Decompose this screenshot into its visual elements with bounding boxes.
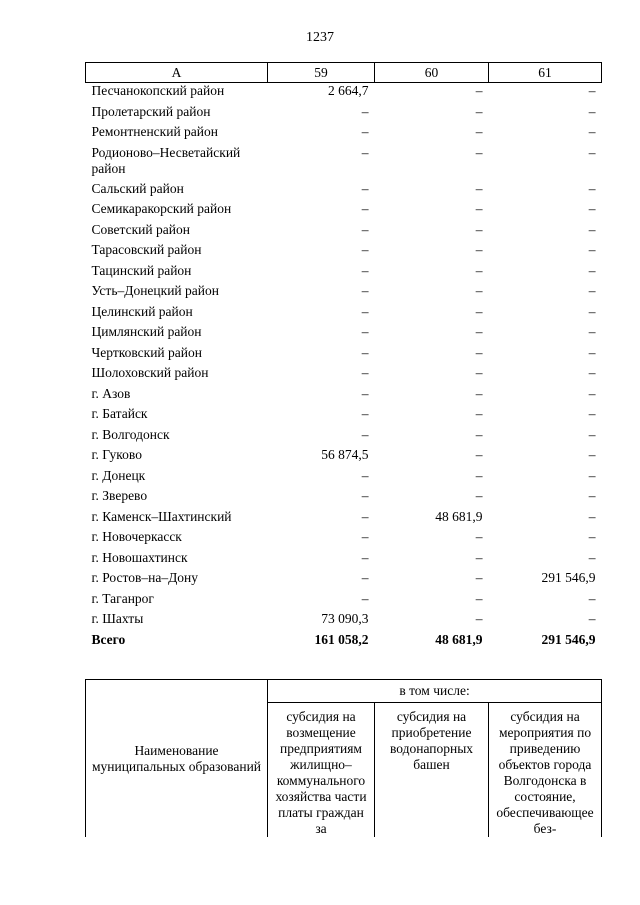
table-row: [86, 468, 602, 489]
row-name: г. Донецк: [91, 467, 146, 483]
value-59: –: [361, 324, 369, 339]
subsidy-volgodonsk-header: субсидия на мероприятия по приведению объектов города Волгодонска в состояние, обеспечивающее без-: [489, 703, 602, 838]
value-59: –: [361, 549, 369, 565]
header-col-59: 59: [268, 63, 375, 83]
value-59: –: [361, 180, 369, 196]
value-61: –: [588, 467, 596, 483]
value-59: –: [361, 283, 369, 298]
value-59: –: [361, 103, 369, 119]
table-row: [86, 345, 602, 366]
table-row: [86, 591, 602, 612]
value-61: –: [588, 103, 596, 119]
table-row: [86, 242, 602, 263]
row-name: Родионово–Несветайский район: [91, 144, 241, 176]
table-row: [86, 222, 602, 243]
value-60: –: [475, 124, 483, 139]
table-row: [86, 304, 602, 325]
municipal-name-header: Наименование муниципальных образований: [86, 680, 268, 838]
value-60: –: [475, 303, 483, 319]
value-61: –: [588, 406, 596, 421]
value-61: –: [588, 508, 596, 524]
row-name: г. Новошахтинск: [91, 549, 188, 565]
row-name: Пролетарский район: [91, 103, 211, 119]
value-60: –: [475, 180, 483, 196]
value-60: –: [475, 283, 483, 298]
data-table: [85, 62, 602, 652]
row-name: Семикаракорский район: [91, 201, 232, 216]
value-59: –: [361, 488, 369, 503]
value-61: –: [588, 529, 596, 544]
value-60: –: [475, 426, 483, 442]
total-60: 48 681,9: [435, 631, 483, 647]
value-59: –: [361, 529, 369, 544]
value-61: –: [588, 221, 596, 237]
table-row: [86, 529, 602, 550]
value-60: –: [475, 262, 483, 278]
value-61: –: [588, 344, 596, 360]
row-name: г. Волгодонск: [91, 426, 170, 442]
value-60: –: [475, 344, 483, 360]
table-row: [86, 83, 602, 104]
value-61: –: [588, 549, 596, 565]
row-name: г. Каменск–Шахтинский: [91, 508, 232, 524]
value-61: –: [588, 590, 596, 606]
row-name: г. Таганрог: [91, 590, 154, 606]
total-row: [86, 632, 602, 653]
table-row: [86, 263, 602, 284]
value-61: –: [588, 201, 596, 216]
value-60: –: [475, 529, 483, 544]
page-number: 1237: [306, 30, 334, 45]
value-60: –: [475, 201, 483, 216]
row-name: г. Ростов–на–Дону: [91, 570, 199, 585]
value-60: –: [475, 83, 483, 98]
value-60: –: [475, 406, 483, 421]
row-name: Песчанокопский район: [91, 83, 225, 98]
table-row: [86, 550, 602, 571]
value-59: –: [361, 570, 369, 585]
value-60: –: [475, 488, 483, 503]
value-59: –: [361, 221, 369, 237]
value-59: –: [361, 406, 369, 421]
table-row: [86, 509, 602, 530]
row-name: Тарасовский район: [91, 242, 202, 257]
value-59: 2 664,7: [328, 83, 369, 98]
value-59: 56 874,5: [321, 447, 369, 462]
table-row: [86, 488, 602, 509]
value-60: –: [475, 549, 483, 565]
header-col-a: А: [86, 63, 268, 83]
value-61: –: [588, 283, 596, 298]
row-name: Целинский район: [91, 303, 193, 319]
value-60: –: [475, 221, 483, 237]
table-header-row: [86, 63, 602, 83]
row-name: Чертковский район: [91, 344, 202, 360]
value-59: –: [361, 344, 369, 360]
header-col-61: 61: [489, 63, 602, 83]
value-60: –: [475, 242, 483, 257]
row-name: г. Батайск: [91, 406, 148, 421]
value-61: –: [588, 324, 596, 339]
table-row: [86, 427, 602, 448]
value-61: –: [588, 83, 596, 98]
value-61: –: [588, 447, 596, 462]
value-60: –: [475, 385, 483, 401]
including-header: в том числе:: [268, 680, 602, 703]
table-row: [86, 447, 602, 468]
row-name: г. Гуково: [91, 447, 142, 462]
value-60: –: [475, 365, 483, 380]
table-row: [86, 386, 602, 407]
total-label: Всего: [91, 631, 126, 647]
row-name: Тацинский район: [91, 262, 192, 278]
value-61: –: [588, 303, 596, 319]
value-59: –: [361, 508, 369, 524]
subsidy-water-towers-header: субсидия на приобретение водонапорных башен: [375, 703, 489, 838]
table-row: [86, 201, 602, 222]
value-60: –: [475, 611, 483, 626]
value-61: –: [588, 144, 596, 160]
value-60: –: [475, 324, 483, 339]
value-61: –: [588, 426, 596, 442]
row-name: г. Шахты: [91, 611, 144, 626]
table-row: [86, 283, 602, 304]
value-60: –: [475, 467, 483, 483]
table-row: [86, 181, 602, 202]
table-row: [86, 365, 602, 386]
value-60: –: [475, 144, 483, 160]
value-60: 48 681,9: [435, 508, 483, 524]
value-59: –: [361, 201, 369, 216]
value-59: –: [361, 262, 369, 278]
value-59: –: [361, 242, 369, 257]
value-61: –: [588, 611, 596, 626]
value-60: –: [475, 570, 483, 585]
table-row: [86, 124, 602, 145]
row-name: Советский район: [91, 221, 190, 237]
subsidy-housing-header: субсидия на возмещение предприятиям жилищно–коммунального хозяйства части платы граждан за: [268, 703, 375, 838]
value-59: –: [361, 303, 369, 319]
row-name: Усть–Донецкий район: [91, 283, 219, 298]
value-59: –: [361, 385, 369, 401]
table-row: [86, 104, 602, 125]
value-59: –: [361, 365, 369, 380]
value-59: –: [361, 144, 369, 160]
row-name: г. Азов: [91, 385, 131, 401]
row-name: Шолоховский район: [91, 365, 209, 380]
value-59: 73 090,3: [321, 611, 369, 626]
value-61: –: [588, 124, 596, 139]
value-61: –: [588, 488, 596, 503]
continuation-table-header: [85, 679, 602, 837]
value-61: –: [588, 180, 596, 196]
value-59: –: [361, 426, 369, 442]
row-name: Цимлянский район: [91, 324, 202, 339]
header-col-60: 60: [375, 63, 489, 83]
row-name: г. Новочеркасск: [91, 529, 182, 544]
table-row: [86, 570, 602, 591]
value-60: –: [475, 447, 483, 462]
row-name: Сальский район: [91, 180, 184, 196]
row-name: г. Зверево: [91, 488, 148, 503]
table-row: [86, 324, 602, 345]
value-61: –: [588, 365, 596, 380]
row-name: Ремонтненский район: [91, 124, 218, 139]
value-60: –: [475, 590, 483, 606]
value-61: –: [588, 385, 596, 401]
value-61: 291 546,9: [541, 570, 596, 585]
table-row: [86, 611, 602, 632]
value-59: –: [361, 467, 369, 483]
value-59: –: [361, 124, 369, 139]
value-60: –: [475, 103, 483, 119]
total-59: 161 058,2: [314, 631, 369, 647]
value-61: –: [588, 262, 596, 278]
table-row: [86, 145, 602, 181]
table-row: [86, 406, 602, 427]
total-61: 291 546,9: [541, 631, 596, 647]
value-61: –: [588, 242, 596, 257]
value-59: –: [361, 590, 369, 606]
